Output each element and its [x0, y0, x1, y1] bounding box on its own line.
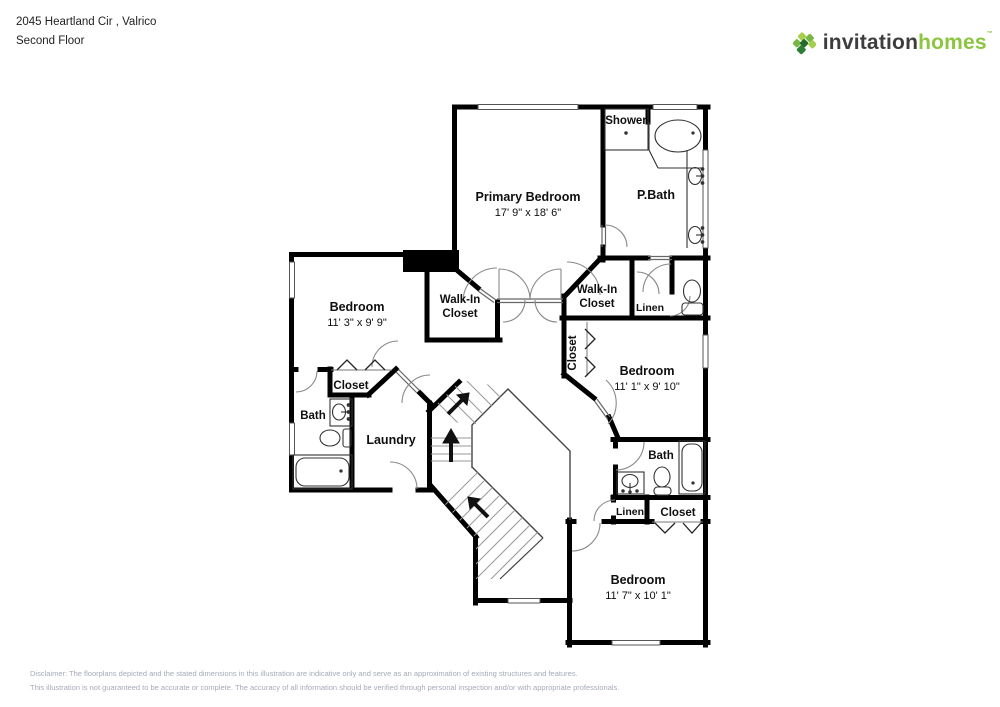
window — [653, 105, 697, 110]
stair-edge — [500, 538, 543, 579]
stair-railing — [472, 389, 570, 520]
bathtub — [293, 455, 352, 489]
label-closet-bedroom-left: Closet — [333, 380, 369, 392]
window — [612, 641, 660, 646]
toilet — [654, 467, 671, 495]
label-walk-in-closet-left-1: Walk-In — [439, 294, 481, 306]
window — [703, 335, 708, 368]
dims-bedroom-left: 11' 3" x 9' 9" — [327, 317, 387, 329]
garden-tub — [649, 120, 704, 168]
wall-block — [403, 250, 459, 272]
label-closet-lower: Closet — [660, 507, 696, 519]
label-shower: Shower — [605, 115, 647, 127]
label-primary-bedroom: Primary Bedroom — [475, 190, 581, 204]
window — [290, 262, 295, 298]
trademark-symbol: ™ — [986, 31, 993, 37]
label-walk-in-closet-left-2: Closet — [442, 308, 478, 320]
label-laundry: Laundry — [366, 433, 416, 447]
sink-vanity — [330, 399, 352, 426]
label-primary-bath: P.Bath — [637, 188, 675, 202]
dims-primary-bedroom: 17' 9" x 18' 6" — [494, 207, 562, 219]
label-bedroom-right: Bedroom — [619, 364, 675, 378]
toilet — [320, 429, 351, 447]
window — [508, 599, 540, 604]
window — [478, 105, 578, 110]
label-walk-in-closet-right-2: Closet — [579, 298, 615, 310]
disclaimer-line-2: This illustration is not guaranteed to be accurate or complete. The accuracy of all information should be verified through personal inspection and/or with appropriate professionals. — [30, 682, 620, 692]
shower-drain — [625, 132, 627, 134]
dims-bedroom-bottom: 11' 7" x 10' 1" — [605, 590, 671, 602]
room-labels — [300, 115, 696, 602]
stair-treads — [350, 420, 650, 600]
brand-word-homes: homes — [918, 31, 987, 54]
bathtub — [679, 441, 705, 494]
label-linen-lower: Linen — [616, 506, 644, 518]
label-bath-right: Bath — [648, 450, 674, 462]
address-line: 2045 Heartland Cir , Valrico — [16, 16, 157, 28]
disclaimer-line-1: Disclaimer: The floorplans depicted and the stated dimensions in this illustration are indicative only and serve as an approximation of existing structures and features. — [30, 669, 578, 678]
thin-wall — [703, 150, 708, 248]
label-bedroom-bottom: Bedroom — [610, 573, 666, 587]
sink-vanity — [617, 472, 644, 494]
label-bedroom-left: Bedroom — [329, 300, 385, 314]
label-bath-left: Bath — [300, 410, 326, 422]
label-linen-upper: Linen — [636, 302, 664, 314]
dims-bedroom-right: 11' 1" x 9' 10" — [614, 381, 680, 393]
brand-word-invitation: invitation — [822, 31, 919, 54]
window — [290, 423, 295, 455]
label-walk-in-closet-right-1: Walk-In — [576, 284, 618, 296]
disclaimer — [30, 667, 619, 694]
label-closet-bedroom-right: Closet — [567, 335, 579, 371]
floor-label: Second Floor — [16, 35, 85, 47]
double-vanity-sinks — [687, 150, 704, 248]
